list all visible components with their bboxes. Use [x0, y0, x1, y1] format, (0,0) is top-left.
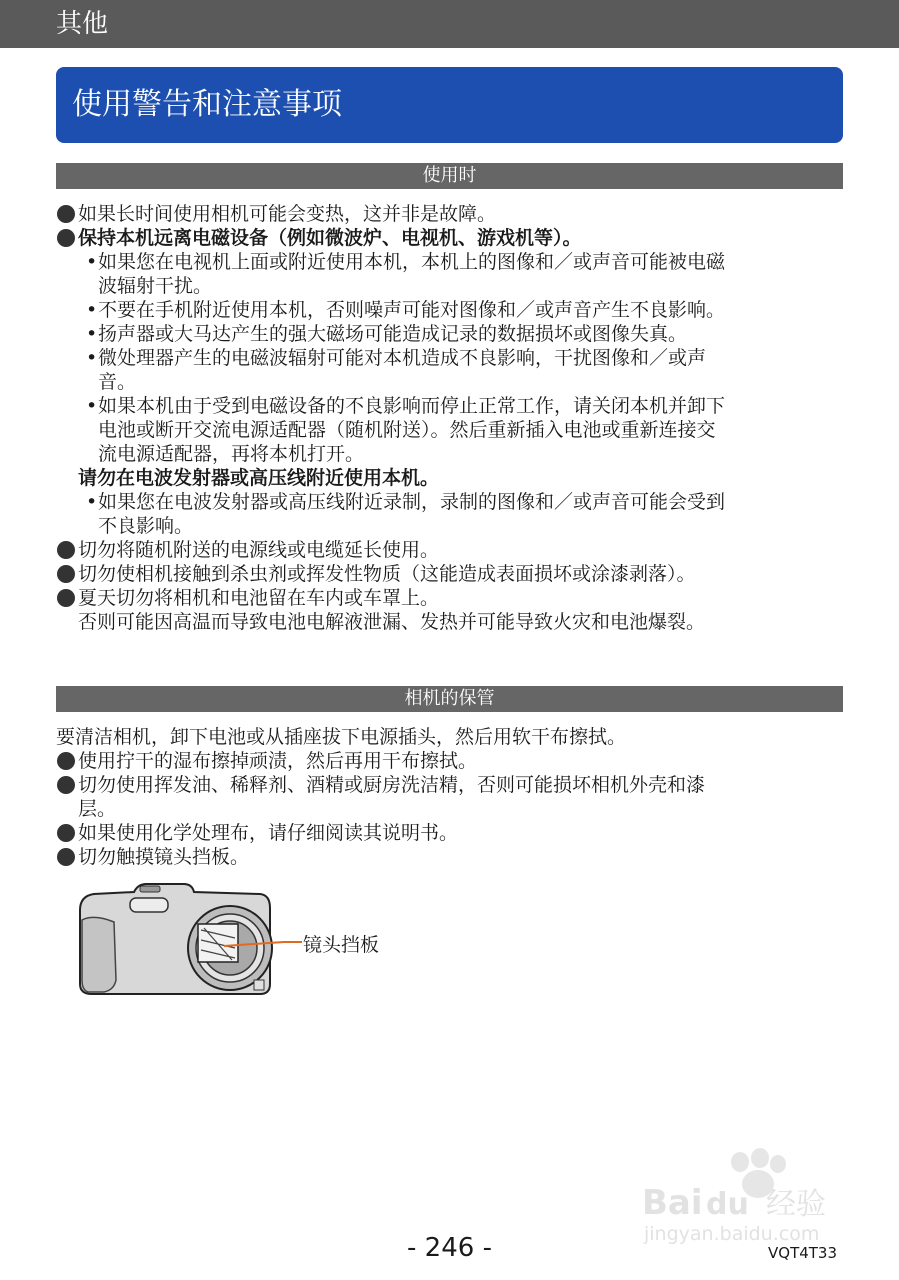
text-line: 切勿使用挥发油、稀释剂、酒精或厨房洗洁精，否则可能损坏相机外壳和漆: [56, 773, 843, 797]
section-heading-care: 相机的保管: [56, 686, 843, 712]
text-line: • 不要在手机附近使用本机，否则噪声可能对图像和／或声音产生不良影响。: [56, 298, 843, 322]
text-line: 波辐射干扰。: [98, 275, 213, 297]
text-line: 切勿将随机附送的电源线或电缆延长使用。: [56, 538, 843, 562]
text-line: 使用拧干的湿布擦掉顽渍，然后再用干布擦拭。: [56, 749, 843, 773]
watermark-brand-cn: 经验: [766, 1187, 826, 1222]
text-line: • 如果您在电视机上面或附近使用本机，本机上的图像和／或声音可能被电磁: [56, 250, 843, 274]
text-line: 否则可能因高温而导致电池电解液泄漏、发热并可能导致火灾和电池爆裂。: [78, 611, 706, 633]
text-line: 夏天切勿将相机和电池留在车内或车罩上。: [56, 586, 843, 610]
text-line: 电池或断开交流电源适配器（随机附送）。然后重新插入电池或重新连接交: [98, 419, 716, 441]
text-line: • 微处理器产生的电磁波辐射可能对本机造成不良影响，干扰图像和／或声: [56, 346, 843, 370]
subheading: 请勿在电波发射器或高压线附近使用本机。: [78, 467, 440, 489]
watermark-url: jingyan.baidu.com: [644, 1223, 820, 1245]
text-line: 要清洁相机，卸下电池或从插座拔下电源插头，然后用软干布擦拭。: [56, 726, 627, 748]
page-number: - 246 -: [407, 1233, 492, 1263]
watermark-brand-tail: du: [706, 1187, 749, 1222]
section-care-body: [56, 725, 843, 869]
text-line: 如果长时间使用相机可能会变热，这并非是故障。: [56, 202, 843, 226]
text-line: 切勿使相机接触到杀虫剂或挥发性物质（这能造成表面损坏或涂漆剥落）。: [56, 562, 843, 586]
text-line: 层。: [78, 798, 117, 820]
text-line: 流电源适配器，再将本机打开。: [98, 443, 365, 465]
text-line: • 如果您在电波发射器或高压线附近录制，录制的图像和／或声音可能会受到: [56, 490, 843, 514]
top-category-bar: [0, 0, 899, 48]
section-heading-usage: 使用时: [56, 163, 843, 189]
text-line: 保持本机远离电磁设备（例如微波炉、电视机、游戏机等）。: [56, 226, 843, 250]
text-line: • 扬声器或大马达产生的强大磁场可能造成记录的数据损坏或图像失真。: [56, 322, 843, 346]
page-title: 使用警告和注意事项: [72, 87, 342, 122]
watermark-brand: Bai: [642, 1183, 703, 1223]
text-line: 不良影响。: [98, 515, 194, 537]
text-line: 音。: [98, 371, 137, 393]
section-usage-body: [56, 202, 843, 634]
category-label: 其他: [56, 9, 109, 39]
text-line: • 如果本机由于受到电磁设备的不良影响而停止正常工作，请关闭本机并卸下: [56, 394, 843, 418]
page-title-banner: [56, 67, 843, 143]
model-code: VQT4T33: [768, 1244, 838, 1262]
text-line: 切勿触摸镜头挡板。: [56, 845, 843, 869]
lens-barrier-callout: 镜头挡板: [303, 934, 380, 956]
text-line: 如果使用化学处理布，请仔细阅读其说明书。: [56, 821, 843, 845]
